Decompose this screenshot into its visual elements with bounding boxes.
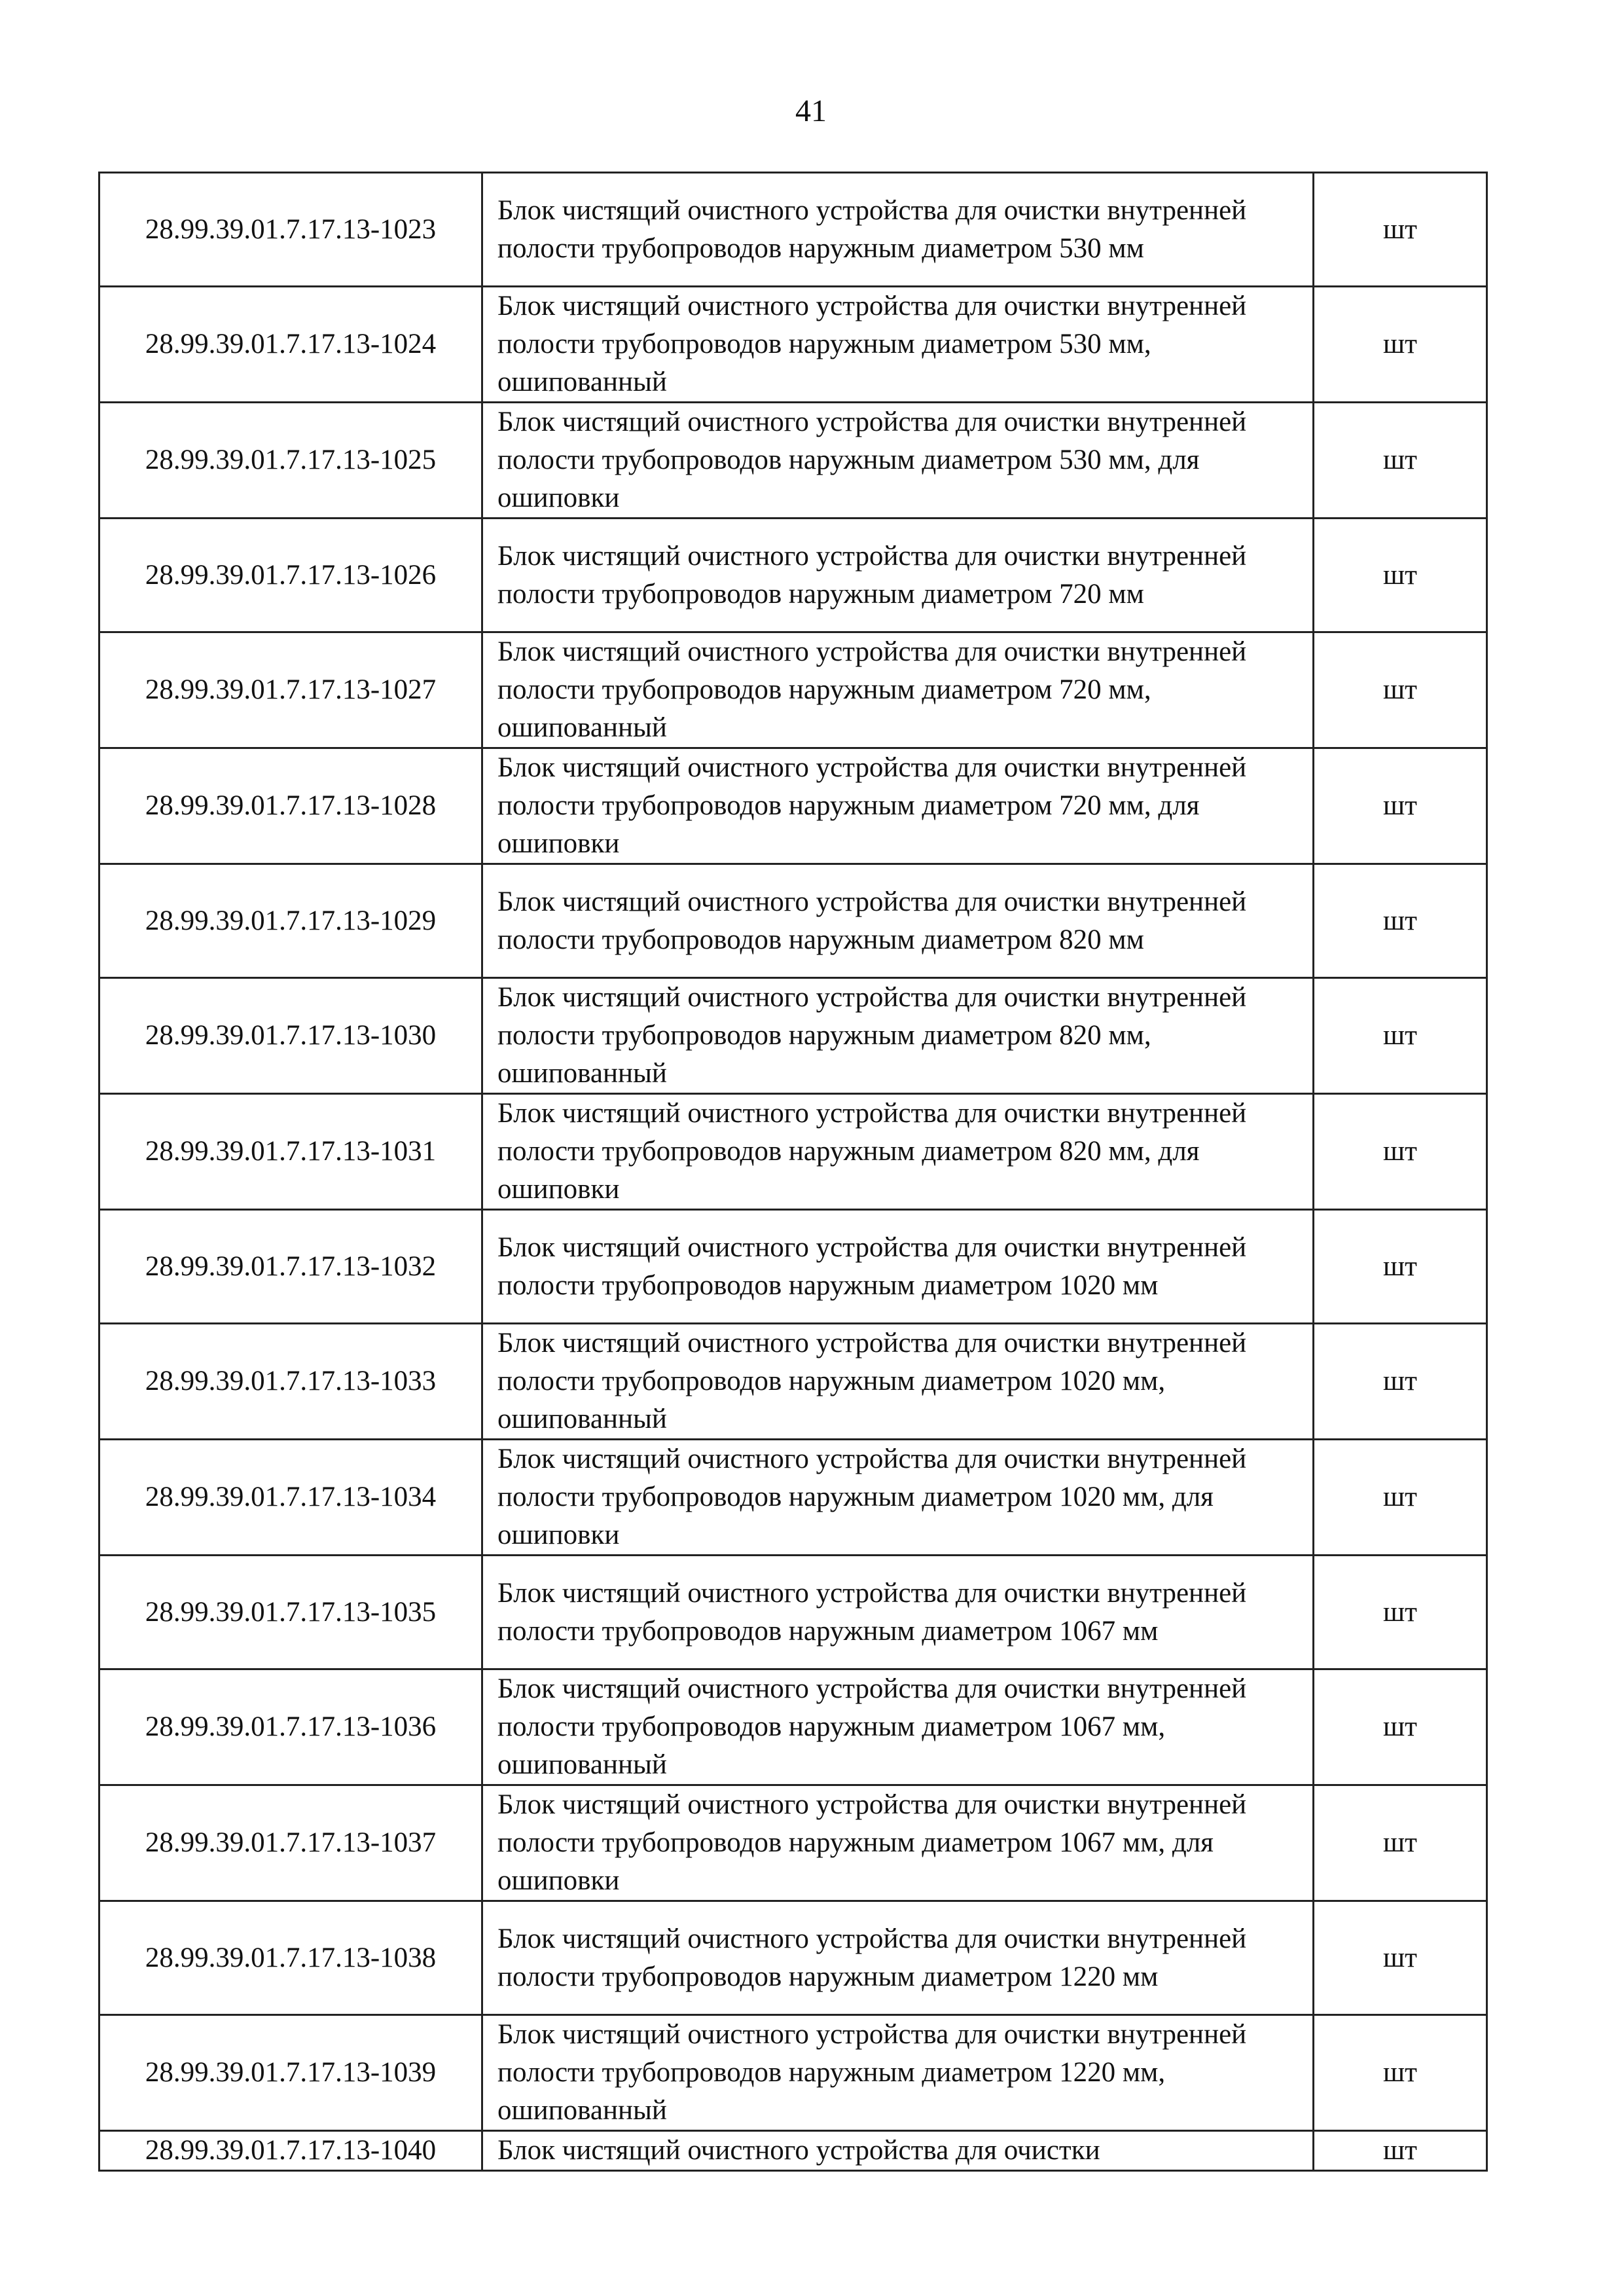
item-name: Блок чистящий очистного устройства для очистки внутренней полости трубопроводов наружным диаметром 1020 мм, для ошиповки <box>497 1444 1247 1550</box>
item-name: Блок чистящий очистного устройства для очистки <box>497 2135 1100 2166</box>
item-name: Блок чистящий очистного устройства для очистки внутренней полости трубопроводов наружным диаметром 1067 мм, для ошиповки <box>497 1789 1247 1896</box>
item-name-cell <box>482 864 1314 978</box>
item-name-cell <box>482 978 1314 1094</box>
item-code: 28.99.39.01.7.17.13-1039 <box>99 2015 482 2131</box>
item-name-cell <box>482 632 1314 748</box>
item-unit: шт <box>1314 1669 1487 1785</box>
table-row <box>99 978 1487 1094</box>
page-number: 41 <box>795 94 827 128</box>
item-unit: шт <box>1314 519 1487 632</box>
item-unit: шт <box>1314 1901 1487 2015</box>
item-name-cell <box>482 173 1314 287</box>
item-name: Блок чистящий очистного устройства для очистки внутренней полости трубопроводов наружным диаметром 720 мм, ошипованный <box>497 636 1247 743</box>
item-code: 28.99.39.01.7.17.13-1030 <box>99 978 482 1094</box>
item-name-cell <box>482 1901 1314 2015</box>
table-row <box>99 864 1487 978</box>
item-code: 28.99.39.01.7.17.13-1028 <box>99 748 482 864</box>
item-unit: шт <box>1314 1556 1487 1669</box>
item-name: Блок чистящий очистного устройства для очистки внутренней полости трубопроводов наружным диаметром 530 мм, ошипованный <box>497 291 1247 397</box>
table-row <box>99 1094 1487 1210</box>
item-name: Блок чистящий очистного устройства для очистки внутренней полости трубопроводов наружным диаметром 1067 мм <box>497 1577 1247 1647</box>
item-unit: шт <box>1314 864 1487 978</box>
item-name-cell <box>482 519 1314 632</box>
item-unit: шт <box>1314 1094 1487 1210</box>
item-unit: шт <box>1314 2015 1487 2131</box>
table-row <box>99 2015 1487 2131</box>
item-unit: шт <box>1314 632 1487 748</box>
item-code: 28.99.39.01.7.17.13-1027 <box>99 632 482 748</box>
table-row <box>99 403 1487 519</box>
item-name: Блок чистящий очистного устройства для очистки внутренней полости трубопроводов наружным диаметром 1220 мм <box>497 1923 1247 1992</box>
item-name-cell <box>482 1556 1314 1669</box>
table-row <box>99 1901 1487 2015</box>
item-code: 28.99.39.01.7.17.13-1035 <box>99 1556 482 1669</box>
item-code: 28.99.39.01.7.17.13-1040 <box>99 2131 482 2171</box>
table-row <box>99 287 1487 403</box>
item-name: Блок чистящий очистного устройства для очистки внутренней полости трубопроводов наружным диаметром 530 мм, для ошиповки <box>497 407 1247 513</box>
item-unit: шт <box>1314 287 1487 403</box>
item-unit: шт <box>1314 1785 1487 1901</box>
item-unit: шт <box>1314 173 1487 287</box>
item-name-cell <box>482 1669 1314 1785</box>
item-name: Блок чистящий очистного устройства для очистки внутренней полости трубопроводов наружным диаметром 820 мм, для ошиповки <box>497 1098 1247 1205</box>
item-name-cell <box>482 2015 1314 2131</box>
table-row <box>99 1210 1487 1324</box>
table-row <box>99 173 1487 287</box>
item-unit: шт <box>1314 1440 1487 1556</box>
item-unit: шт <box>1314 2131 1487 2171</box>
table-row <box>99 1785 1487 1901</box>
item-code: 28.99.39.01.7.17.13-1032 <box>99 1210 482 1324</box>
item-name: Блок чистящий очистного устройства для очистки внутренней полости трубопроводов наружным диаметром 720 мм, для ошиповки <box>497 752 1247 859</box>
item-name-cell <box>482 287 1314 403</box>
item-code: 28.99.39.01.7.17.13-1024 <box>99 287 482 403</box>
item-name: Блок чистящий очистного устройства для очистки внутренней полости трубопроводов наружным диаметром 820 мм, ошипованный <box>497 982 1247 1089</box>
item-code: 28.99.39.01.7.17.13-1034 <box>99 1440 482 1556</box>
item-unit: шт <box>1314 1210 1487 1324</box>
table-row <box>99 748 1487 864</box>
item-name: Блок чистящий очистного устройства для очистки внутренней полости трубопроводов наружным диаметром 1220 мм, ошипованный <box>497 2019 1247 2126</box>
table-row <box>99 2131 1487 2171</box>
table-row <box>99 1556 1487 1669</box>
item-unit: шт <box>1314 978 1487 1094</box>
item-name-cell <box>482 1094 1314 1210</box>
item-code: 28.99.39.01.7.17.13-1037 <box>99 1785 482 1901</box>
item-name-cell <box>482 1440 1314 1556</box>
item-unit: шт <box>1314 1324 1487 1440</box>
item-code: 28.99.39.01.7.17.13-1031 <box>99 1094 482 1210</box>
item-name-cell <box>482 1785 1314 1901</box>
item-code: 28.99.39.01.7.17.13-1026 <box>99 519 482 632</box>
item-unit: шт <box>1314 403 1487 519</box>
item-name: Блок чистящий очистного устройства для очистки внутренней полости трубопроводов наружным диаметром 820 мм <box>497 886 1247 955</box>
item-code: 28.99.39.01.7.17.13-1036 <box>99 1669 482 1785</box>
items-table <box>98 172 1488 2172</box>
table-row <box>99 1440 1487 1556</box>
item-unit: шт <box>1314 748 1487 864</box>
item-name: Блок чистящий очистного устройства для очистки внутренней полости трубопроводов наружным диаметром 530 мм <box>497 194 1247 264</box>
item-code: 28.99.39.01.7.17.13-1033 <box>99 1324 482 1440</box>
item-name-cell <box>482 1324 1314 1440</box>
item-code: 28.99.39.01.7.17.13-1023 <box>99 173 482 287</box>
item-code: 28.99.39.01.7.17.13-1038 <box>99 1901 482 2015</box>
item-code: 28.99.39.01.7.17.13-1029 <box>99 864 482 978</box>
table-row <box>99 632 1487 748</box>
table-row <box>99 519 1487 632</box>
item-name: Блок чистящий очистного устройства для очистки внутренней полости трубопроводов наружным диаметром 1020 мм <box>497 1231 1247 1301</box>
table-row <box>99 1324 1487 1440</box>
table-row <box>99 1669 1487 1785</box>
item-name: Блок чистящий очистного устройства для очистки внутренней полости трубопроводов наружным диаметром 1067 мм, ошипованный <box>497 1673 1247 1780</box>
item-name-cell <box>482 748 1314 864</box>
item-name: Блок чистящий очистного устройства для очистки внутренней полости трубопроводов наружным диаметром 1020 мм, ошипованный <box>497 1328 1247 1434</box>
item-name-cell <box>482 403 1314 519</box>
item-name-cell <box>482 2131 1314 2171</box>
item-code: 28.99.39.01.7.17.13-1025 <box>99 403 482 519</box>
item-name: Блок чистящий очистного устройства для очистки внутренней полости трубопроводов наружным диаметром 720 мм <box>497 540 1247 610</box>
item-name-cell <box>482 1210 1314 1324</box>
